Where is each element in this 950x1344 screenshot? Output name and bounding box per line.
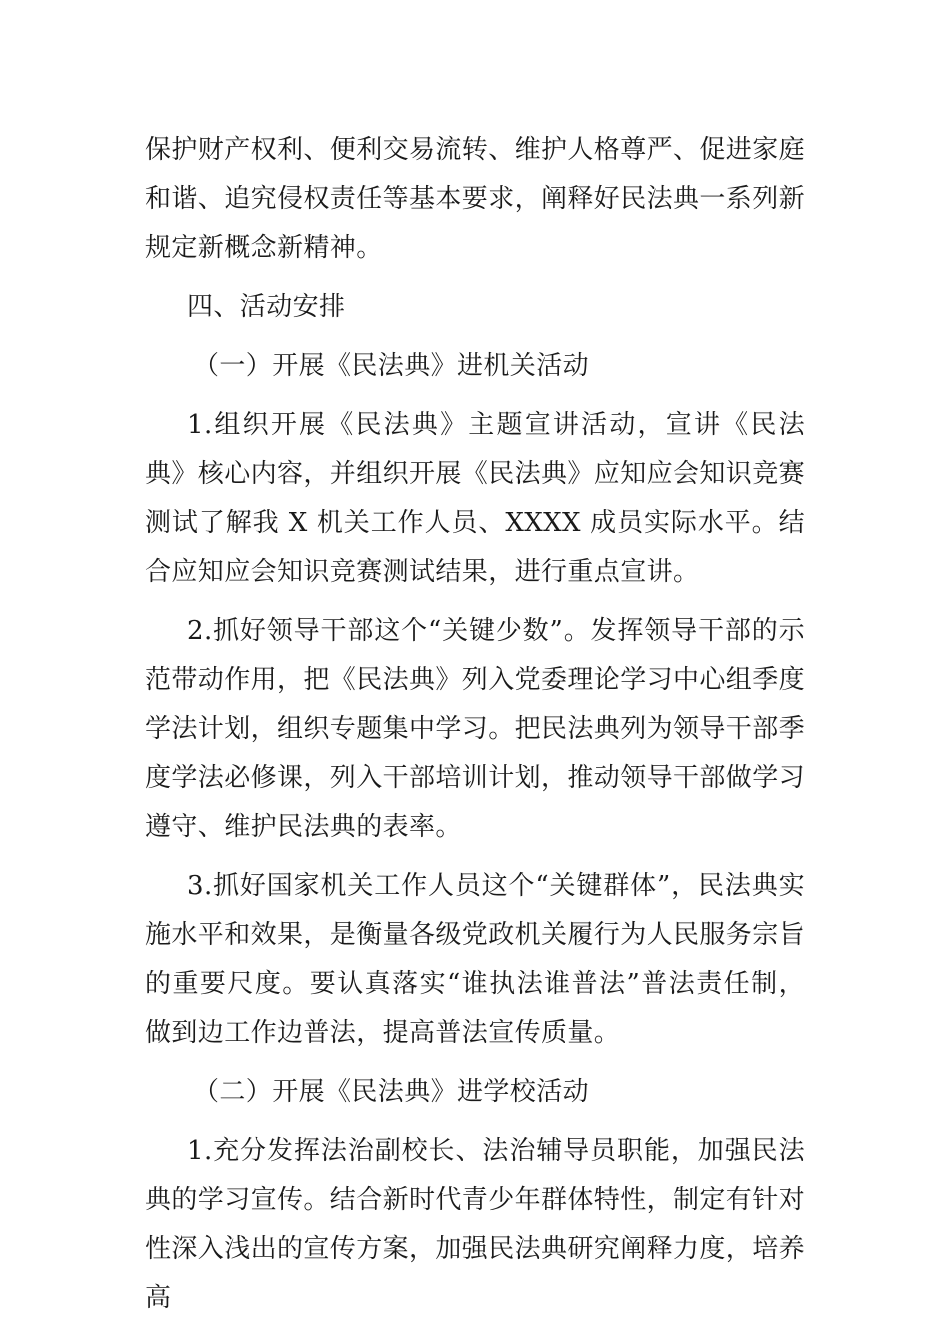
paragraph-item-1: 1.组织开展《民法典》主题宣讲活动，宣讲《民法典》核心内容，并组织开展《民法典》应知应会知识竞赛测试了解我 X 机关工作人员、XXXX 成员实际水平。结合应知应会知识竞赛测试结果，进行重点宣讲。 [145, 410, 806, 587]
section-heading-activity-arrangement: 四、活动安排 [187, 292, 346, 322]
paragraph-continuation: 保护财产权利、便利交易流转、维护人格尊严、促进家庭和谐、追究侵权责任等基本要求，阐释好民法典一系列新规定新概念新精神。 [145, 135, 806, 263]
paragraph-school-item-1: 1.充分发挥法治副校长、法治辅导员职能，加强民法典的学习宣传。结合新时代青少年群体特性，制定有针对性深入浅出的宣传方案，加强民法典研究阐释力度，培养高 [145, 1136, 806, 1313]
paragraph-item-3: 3.抓好国家机关工作人员这个“关键群体”，民法典实施水平和效果，是衡量各级党政机关履行为人民服务宗旨的重要尺度。要认真落实“谁执法谁普法”普法责任制，做到边工作边普法，提高普法宣传质量。 [145, 871, 806, 1048]
document-body [145, 126, 805, 1323]
subsection-heading-organs: （一）开展《民法典》进机关活动 [193, 351, 590, 381]
paragraph-item-2: 2.抓好领导干部这个“关键少数”。发挥领导干部的示范带动作用，把《民法典》列入党委理论学习中心组季度学法计划，组织专题集中学习。把民法典列为领导干部季度学法必修课，列入干部培训计划，推动领导干部做学习遵守、维护民法典的表率。 [145, 616, 806, 842]
subsection-heading-schools: （二）开展《民法典》进学校活动 [193, 1077, 590, 1107]
